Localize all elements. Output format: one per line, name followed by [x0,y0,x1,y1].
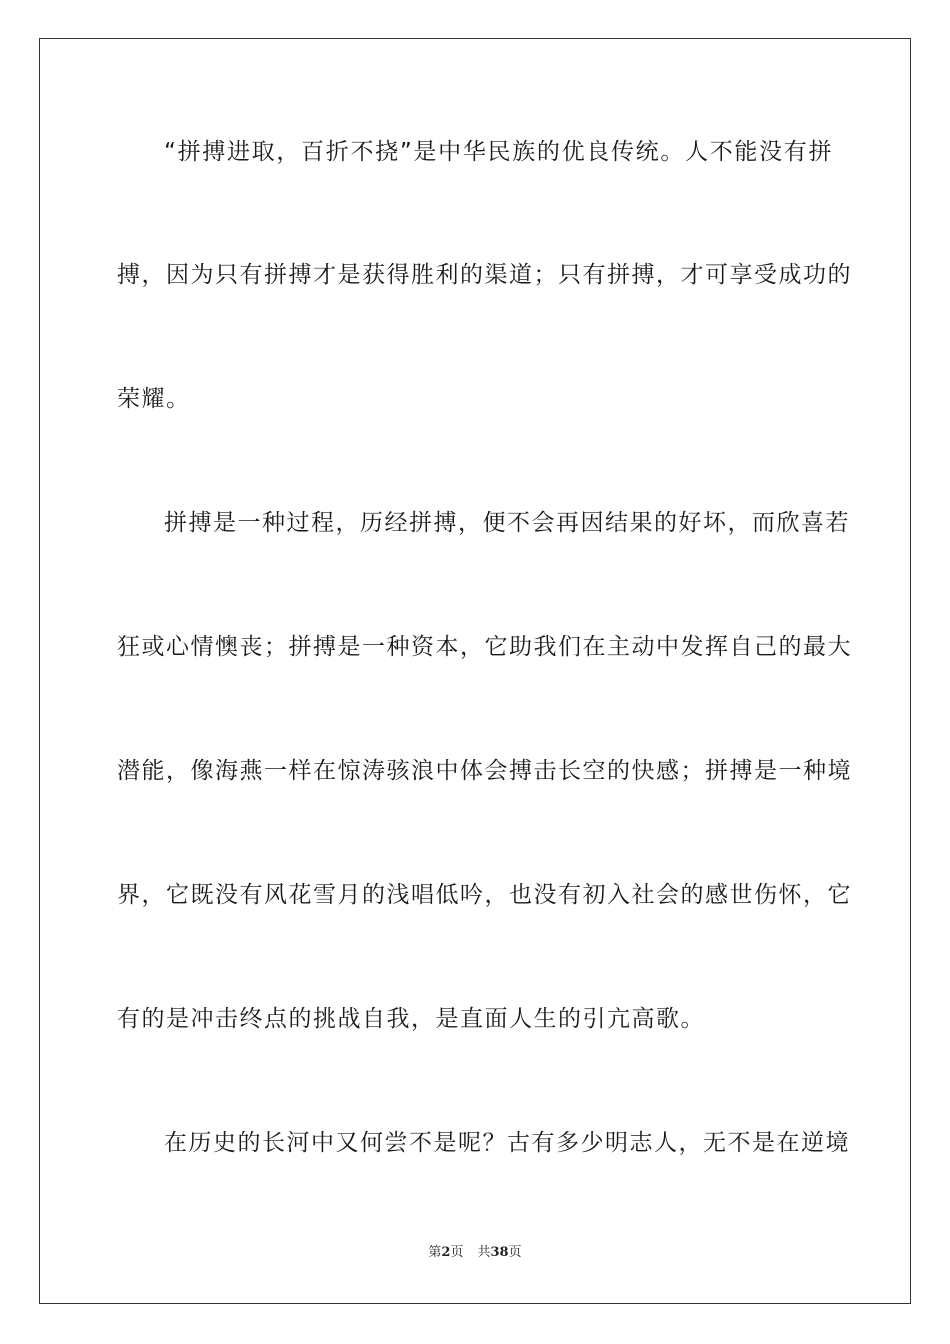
paragraph-2-line-1: 拼搏是一种过程，历经拼搏，便不会再因结果的好坏，而欣喜若 [164,510,850,536]
paragraph-1-line-1: “拼搏进取，百折不挠”是中华民族的优良传统。人不能没有拼 [164,139,833,165]
paragraph-1-line-2: 搏，因为只有拼搏才是获得胜利的渠道；只有拼搏，才可享受成功的 [117,262,852,288]
paragraph-2-line-5: 有的是冲击终点的挑战自我，是直面人生的引亢高歌。 [117,1006,705,1032]
paragraph-3-line-1: 在历史的长河中又何尝不是呢？古有多少明志人，无不是在逆境 [164,1130,850,1156]
page-number: 2 [441,1245,451,1260]
total-suffix: 页 [508,1245,522,1260]
paragraph-1-line-3: 荣耀。 [117,386,191,412]
page-suffix: 页 [450,1245,464,1260]
page-prefix: 第 [428,1245,442,1260]
paragraph-2-line-3: 潜能，像海燕一样在惊涛骇浪中体会搏击长空的快感；拼搏是一种境 [117,758,852,784]
page-footer [0,1244,950,1262]
paragraph-2-line-4: 界，它既没有风花雪月的浅唱低吟，也没有初入社会的感世伤怀，它 [117,882,852,908]
total-pages: 38 [490,1245,509,1260]
paragraph-2-line-2: 狂或心情懊丧；拼搏是一种资本，它助我们在主动中发挥自己的最大 [117,634,852,660]
total-prefix: 共 [477,1245,491,1260]
page-border [39,38,911,1304]
